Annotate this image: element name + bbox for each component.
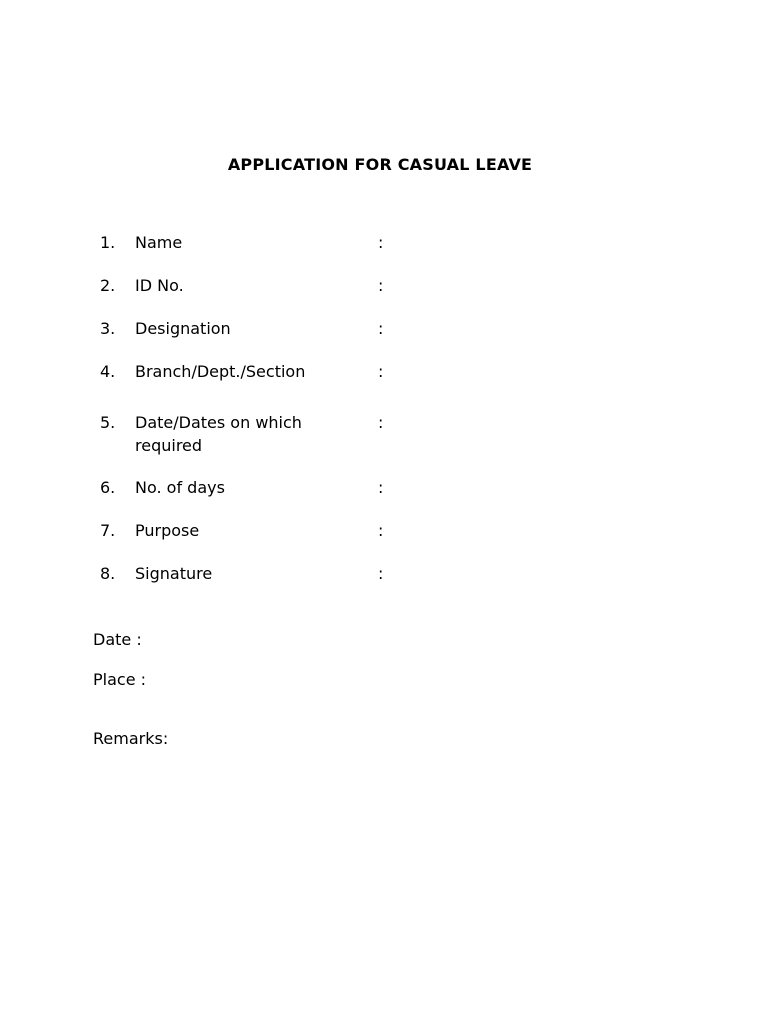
field-colon: : xyxy=(378,362,384,381)
field-colon: : xyxy=(378,276,384,295)
field-number: 2. xyxy=(100,276,116,295)
field-number: 7. xyxy=(100,521,116,540)
field-colon: : xyxy=(378,233,384,252)
field-colon: : xyxy=(378,478,384,497)
field-number: 8. xyxy=(100,564,116,583)
field-number: 4. xyxy=(100,362,116,381)
field-colon: : xyxy=(378,319,384,338)
place-label: Place : xyxy=(93,670,147,689)
field-number: 3. xyxy=(100,319,116,338)
field-label: Signature xyxy=(135,564,213,583)
date-label: Date : xyxy=(93,630,142,649)
field-label: Purpose xyxy=(135,521,200,540)
field-number: 6. xyxy=(100,478,116,497)
field-label: Date/Dates on which required xyxy=(135,413,302,455)
field-label: Branch/Dept./Section xyxy=(135,362,306,381)
field-colon: : xyxy=(378,521,384,540)
field-colon: : xyxy=(378,413,384,432)
field-label: ID No. xyxy=(135,276,184,295)
remarks-label: Remarks: xyxy=(93,729,169,748)
field-number: 5. xyxy=(100,413,116,432)
field-label: No. of days xyxy=(135,478,225,497)
field-label: Designation xyxy=(135,319,231,338)
document-title: APPLICATION FOR CASUAL LEAVE xyxy=(227,155,533,174)
field-colon: : xyxy=(378,564,384,583)
field-label: Name xyxy=(135,233,183,252)
field-number: 1. xyxy=(100,233,116,252)
